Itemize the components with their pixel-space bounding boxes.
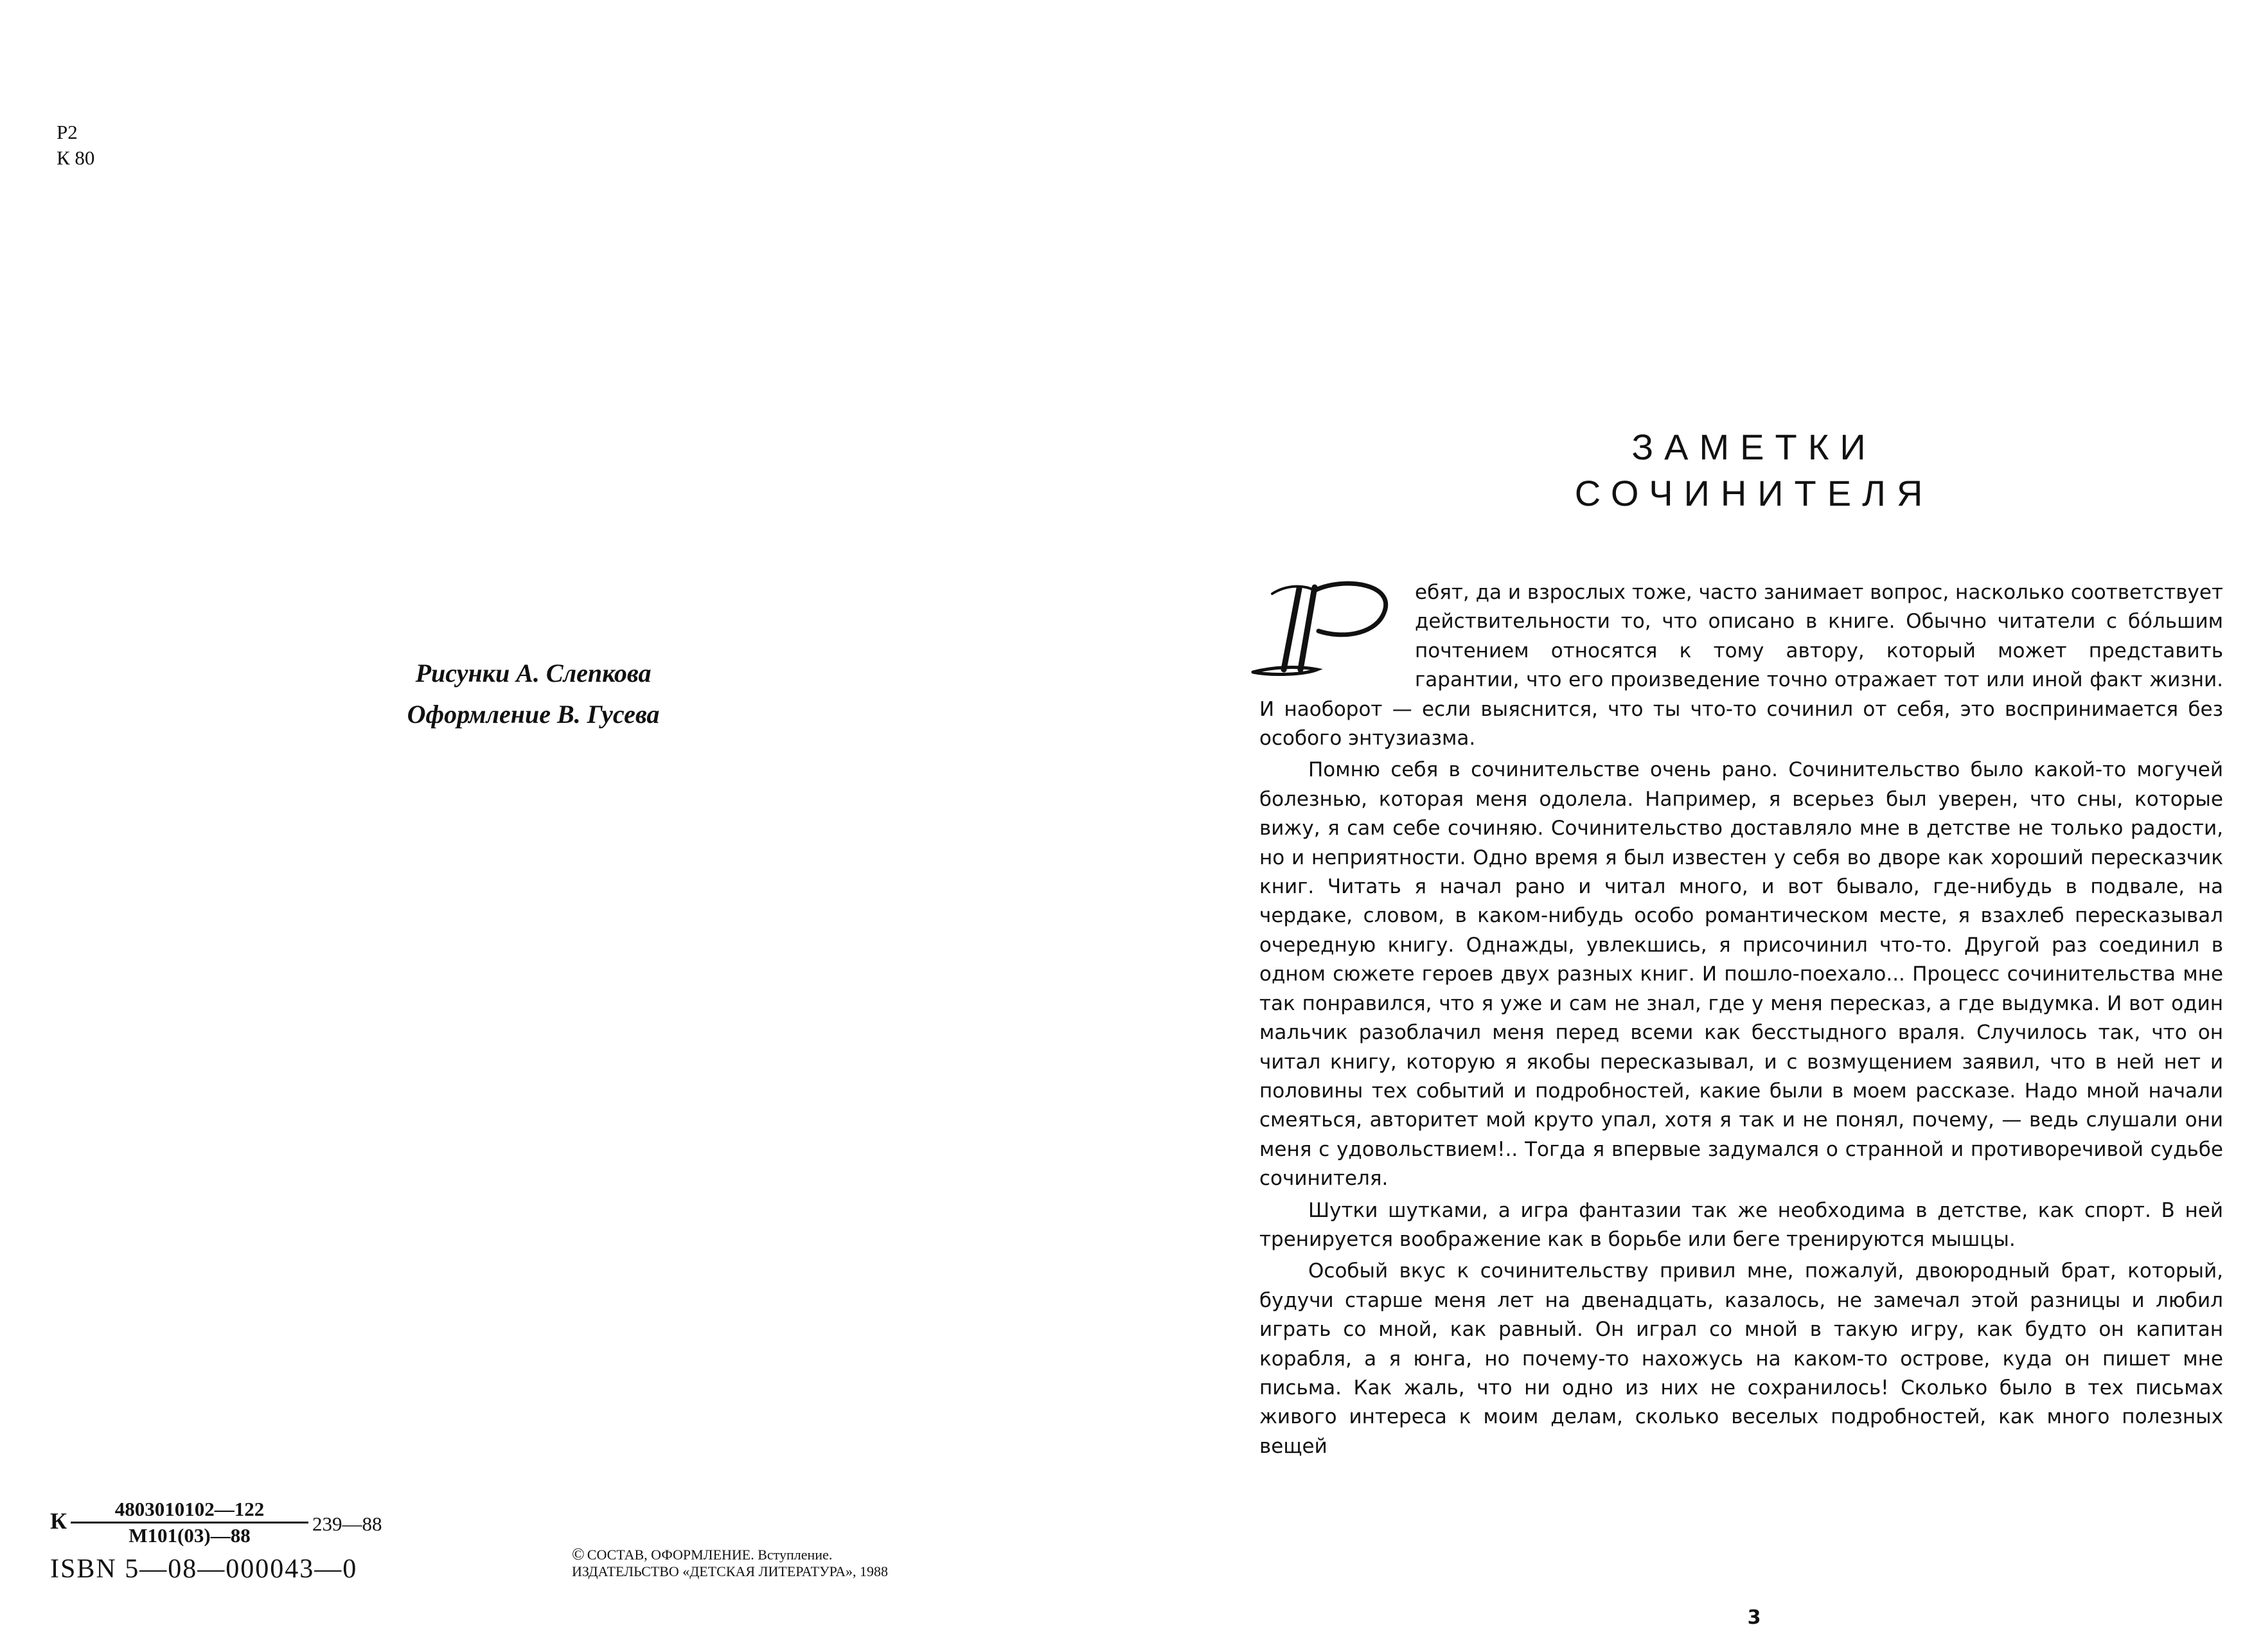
catalog-numerator: 4803010102—122 [71, 1498, 308, 1523]
body-text [1259, 578, 2223, 1461]
credit-line: Рисунки А. Слепкова [415, 659, 652, 688]
svg-text:Р: Р [1343, 649, 1344, 650]
drop-cap [1247, 578, 1401, 681]
catalog-fraction [71, 1498, 308, 1547]
paragraph: Шутки шутками, а игра фантазии так же необходима в детстве, как спорт. В ней тренируется воображение как в борьбе или беге тренируются мышцы. [1259, 1198, 2223, 1251]
copyright-line: СОСТАВ, ОФОРМЛЕНИЕ. Вступление. [587, 1547, 833, 1563]
title-line: СОЧИНИТЕЛЯ [1574, 473, 1934, 513]
paragraph: Особый вкус к сочинительству привил мне, пожалуй, двоюродный брат, который, будучи старше меня лет на двенадцать, казалось, не замечал этой разницы и любил играть со мной, как равный. Он играл со мной в такую игру, как будто он капитан корабля, а я юнга, но почему-то нахожусь на каком-то острове, куда он пишет мне письма. Как жаль, что ни одно из них не сохранилось! Сколько было в тех письмах живого интереса к моим делам, сколько веселых подробностей, как много полезных вещей [1259, 1259, 2223, 1458]
copyright-icon: © [572, 1545, 585, 1563]
bbk-line: Р2 [57, 121, 78, 143]
credit-line: Оформление В. Гусева [407, 700, 660, 729]
bbk-line: К 80 [57, 147, 95, 169]
paragraph-text: ебят, да и взрослых тоже, часто занимает вопрос, насколько соответствует действительности то, что описано в книге. Обычно читатели с бо́льшим почтением относятся к тому автору, который может представить гарантии, что его произведение точно отражает тот или иной факт жизни. И наоборот — если выяснится, что ты что-то сочинил от себя, это воспринимается без особого энтузиазма. [1259, 581, 2223, 751]
catalog-code: 239—88 [312, 1513, 382, 1535]
chapter-title [1478, 424, 2030, 517]
page-number: 3 [1747, 1606, 1761, 1629]
drop-cap-glyph [1247, 578, 1401, 681]
paragraph [1259, 578, 2223, 753]
catalog-prefix: К [50, 1508, 67, 1534]
paragraph: Помню себя в сочинительстве очень рано. Сочинительство было какой-то могучей болезнью, которая меня одолела. Например, я всерьез был уверен, что сны, которые вижу, я сам себе сочиняю. Сочинительство доставляло мне в детстве не только радости, но и неприятности. Одно время я был известен у себя во дворе как хороший пересказчик книг. Читать я начал рано и читал много, и вот бывало, где-нибудь в подвале, на чердаке, словом, в каком-нибудь особо романтическом месте, я взахлеб пересказывал очередную книгу. Однажды, увлекшись, я присочинил что-то. Другой раз соединил в одном сюжете героев двух разных книг. И пошло-поехало... Процесс сочинительства мне так понравился, что я уже и сам не знал, где у меня пересказ, а где выдумка. И вот один мальчик разоблачил меня перед всеми как бесстыдного враля. Случилось так, что он читал книгу, которую я якобы пересказывал, и с возмущением заявил, что в ней нет и половины тех событий и подробностей, какие были в моем рассказе. Надо мной начали смеяться, авторитет мой круто упал, хотя я так и не понял, почему, — ведь слушали они меня с удовольствием!.. Тогда я впервые задумался о странной и противоречивой судьбе сочинителя. [1259, 758, 2223, 1191]
catalog-denominator: М101(03)—88 [129, 1524, 251, 1547]
title-line: ЗАМЕТКИ [1631, 427, 1877, 467]
copyright-line: ИЗДАТЕЛЬСТВО «ДЕТСКАЯ ЛИТЕРАТУРА», 1988 [572, 1563, 888, 1579]
copyright-notice [572, 1546, 888, 1580]
bbk-index [57, 120, 94, 171]
illustration-credits [360, 653, 707, 735]
isbn-number: ISBN 5—08—000043—0 [50, 1554, 358, 1584]
